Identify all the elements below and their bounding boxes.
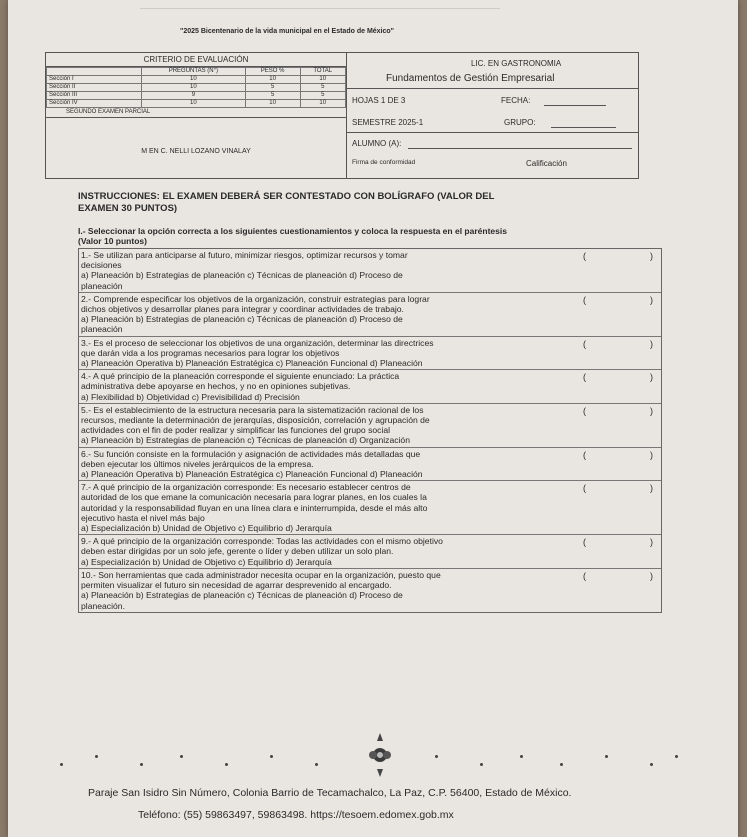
question-row xyxy=(79,249,661,293)
paren-close: ) xyxy=(650,537,653,548)
dot xyxy=(480,763,483,766)
question-row xyxy=(79,404,661,448)
pages-count: HOJAS 1 DE 3 xyxy=(352,96,406,105)
paren-close: ) xyxy=(650,251,653,261)
dot xyxy=(520,755,523,758)
question-row xyxy=(79,535,661,569)
signature-label: Firma de conformidad xyxy=(352,159,416,166)
dot xyxy=(95,755,98,758)
paren-close: ) xyxy=(650,405,653,416)
answer-parenthesis[interactable] xyxy=(583,571,653,581)
question-text: a) Especialización b) Unidad de Objetivo c) Equilibrio d) Jerarquía xyxy=(81,556,332,567)
question-text: administrativa debe apoyarse en hechos, y no en opiniones subjetivas. xyxy=(81,381,351,392)
criteria-table xyxy=(46,67,346,108)
group-field[interactable] xyxy=(551,127,616,128)
criteria-title: CRITERIO DE EVALUACIÓN xyxy=(46,53,346,67)
paren-close: ) xyxy=(650,372,653,383)
question-text: 1.- Se utilizan para anticiparse al futuro, minimizar riesgos, optimizar recursos y tomar xyxy=(81,250,408,260)
question-row xyxy=(79,448,661,482)
instructions: INSTRUCCIONES: EL EXAMEN DEBERÁ SER CONTESTADO CON BOLÍGRAFO (VALOR DEL EXAMEN 30 PUNTOS) xyxy=(78,191,495,214)
grade-label: Calificación xyxy=(526,159,567,168)
question-text: a) Planeación b) Estrategias de planeación c) Técnicas de planeación d) Proceso de xyxy=(81,590,403,601)
question-text: a) Planeación b) Estrategias de planeación c) Técnicas de planeación d) Organización xyxy=(81,435,410,446)
dot xyxy=(225,763,228,766)
paren-close: ) xyxy=(650,483,653,494)
questions-table xyxy=(78,248,662,613)
emblem-icon xyxy=(367,733,393,783)
motto: "2025 Bicentenario de la vida municipal en el Estado de México" xyxy=(180,28,394,35)
exam-info-panel xyxy=(346,53,638,178)
question-row xyxy=(79,569,661,612)
paren-open: ( xyxy=(583,405,586,416)
subject-name: Fundamentos de Gestión Empresarial xyxy=(386,73,555,84)
dot xyxy=(315,763,318,766)
criteria-col-questions: PREGUNTAS (N°) xyxy=(142,68,246,76)
criteria-col-total: TOTAL xyxy=(300,68,345,76)
question-text: 3.- Es el proceso de seleccionar los objetivos de una organización, determinar las directrices xyxy=(81,337,434,348)
dot xyxy=(675,755,678,758)
answer-parenthesis[interactable] xyxy=(583,339,653,349)
paren-close: ) xyxy=(650,570,653,581)
question-text: a) Especialización b) Unidad de Objetivo c) Equilibrio d) Jerarquía xyxy=(81,523,332,534)
paren-open: ( xyxy=(583,372,586,383)
paren-close: ) xyxy=(650,338,653,349)
paren-open: ( xyxy=(583,449,586,460)
paren-open: ( xyxy=(583,251,586,261)
dot xyxy=(270,755,273,758)
question-text: recursos, mediante la determinación de jerarquías, disposición, correlación y agrupación de xyxy=(81,415,430,426)
dot xyxy=(650,763,653,766)
question-text: planeación xyxy=(81,324,123,335)
exam-header-table xyxy=(45,52,639,179)
dot xyxy=(560,763,563,766)
criteria-row: Sección I 10 10 10 xyxy=(47,76,346,84)
degree-name: LIC. EN GASTRONOMIA xyxy=(471,59,562,68)
question-row xyxy=(79,481,661,535)
dot xyxy=(605,755,608,758)
question-text: a) Planeación b) Estrategias de planeación c) Técnicas de planeación d) Proceso de xyxy=(81,314,403,325)
paren-close: ) xyxy=(650,449,653,460)
question-text: 5.- Es el establecimiento de la estructura necesaria para la sistematización racional de los xyxy=(81,404,424,415)
question-text: 6.- Su función consiste en la formulación y asignación de actividades más detalladas que xyxy=(81,448,421,459)
student-field[interactable] xyxy=(408,148,632,149)
section-heading: I.- Seleccionar la opción correcta a los siguientes cuestionamientos y coloca la respuesta en el paréntesis (Valor 10 puntos) xyxy=(78,226,507,246)
question-text: 2.- Comprende especificar los objetivos de la organización, construir estrategias para lograr xyxy=(81,293,430,304)
dot xyxy=(435,755,438,758)
criteria-footer: SEGUNDO EXAMEN PARCIAL xyxy=(46,108,346,118)
date-label: FECHA: xyxy=(501,96,531,105)
question-text: actividades con el fin de poder realizar y simplificar las funciones del grupo social xyxy=(81,425,391,436)
answer-parenthesis[interactable] xyxy=(583,450,653,460)
paren-open: ( xyxy=(583,294,586,305)
criteria-row: Sección II 10 5 5 xyxy=(47,84,346,92)
criteria-panel xyxy=(46,53,347,178)
group-label: GRUPO: xyxy=(504,118,536,127)
question-text: planeación xyxy=(81,280,123,291)
paren-open: ( xyxy=(583,483,586,494)
question-text: autoridad de los que emane la comunicación necesaria para lograr planes, en los cuales la xyxy=(81,492,427,503)
question-text: a) Planeación Operativa b) Planeación Estratégica c) Planeación Funcional d) Planeación xyxy=(81,358,423,369)
question-text: a) Planeación b) Estrategias de planeación c) Técnicas de planeación d) Proceso de xyxy=(81,270,403,281)
answer-parenthesis[interactable] xyxy=(583,295,653,305)
question-row xyxy=(79,293,661,337)
question-text: 4.- A qué principio de la planeación corresponde el siguiente enunciado: La práctica xyxy=(81,371,400,382)
question-text: a) Planeación Operativa b) Planeación Estratégica c) Planeación Funcional d) Planeación xyxy=(81,469,423,480)
answer-parenthesis[interactable] xyxy=(583,537,653,547)
question-text: planeación. xyxy=(81,600,125,611)
criteria-row: Sección IV 10 10 10 xyxy=(47,100,346,108)
semester: SEMESTRE 2025-1 xyxy=(352,118,424,127)
question-row xyxy=(79,370,661,404)
dot xyxy=(140,763,143,766)
dot xyxy=(60,763,63,766)
question-text: que darán vida a los programas necesarios para lograr los objetivos xyxy=(81,347,340,358)
date-field[interactable] xyxy=(544,105,606,106)
answer-parenthesis[interactable] xyxy=(583,372,653,382)
dot xyxy=(180,755,183,758)
question-text: a) Flexibilidad b) Objetividad c) Previsibilidad d) Precisión xyxy=(81,391,300,402)
footer-contact: Teléfono: (55) 59863497, 59863498. https://tesoem.edomex.gob.mx xyxy=(138,809,454,821)
question-text: deben estar dirigidas por un solo jefe, gerente o líder y deben utilizar un solo plan. xyxy=(81,546,394,557)
answer-parenthesis[interactable] xyxy=(583,483,653,493)
teacher-name: M EN C. NELLI LOZANO VINALAY xyxy=(141,148,251,155)
question-text: dichos objetivos y desarrollar planes para integrar y coordinar actividades de trabajo. xyxy=(81,304,404,315)
header-divider xyxy=(140,8,500,9)
paren-open: ( xyxy=(583,537,586,548)
question-text: 10.- Son herramientas que cada administrador necesita ocupar en la organización, puesto que xyxy=(81,569,441,580)
answer-parenthesis[interactable] xyxy=(583,406,653,416)
question-text: deben ejecutar los últimos niveles jerárquicos de la empresa. xyxy=(81,458,314,469)
answer-parenthesis[interactable] xyxy=(583,251,653,261)
paren-open: ( xyxy=(583,570,586,581)
question-text: decisiones xyxy=(81,260,122,271)
footer-address: Paraje San Isidro Sin Número, Colonia Barrio de Tecamachalco, La Paz, C.P. 56400, Estado de México. xyxy=(88,787,572,799)
question-row xyxy=(79,337,661,371)
criteria-col-weight: PESO % xyxy=(245,68,300,76)
paren-close: ) xyxy=(650,294,653,305)
question-text: permiten visualizar el futuro sin necesidad de agarrar desprevenido al encargado. xyxy=(81,580,392,591)
question-text: 7.- A qué principio de la organización corresponde: Es necesario establecer centros de xyxy=(81,482,411,493)
student-label: ALUMNO (A): xyxy=(352,139,402,148)
question-text: ejecutivo hasta el nivel más bajo xyxy=(81,512,205,523)
question-text: 9.- A qué principio de la organización corresponde: Todas las actividades con el mismo objetivo xyxy=(81,536,443,547)
criteria-row: Sección III 9 5 5 xyxy=(47,92,346,100)
question-text: autoridad y la responsabilidad fluyan en una línea clara e ininterrumpida, desde el más alto xyxy=(81,502,428,513)
paren-open: ( xyxy=(583,338,586,349)
